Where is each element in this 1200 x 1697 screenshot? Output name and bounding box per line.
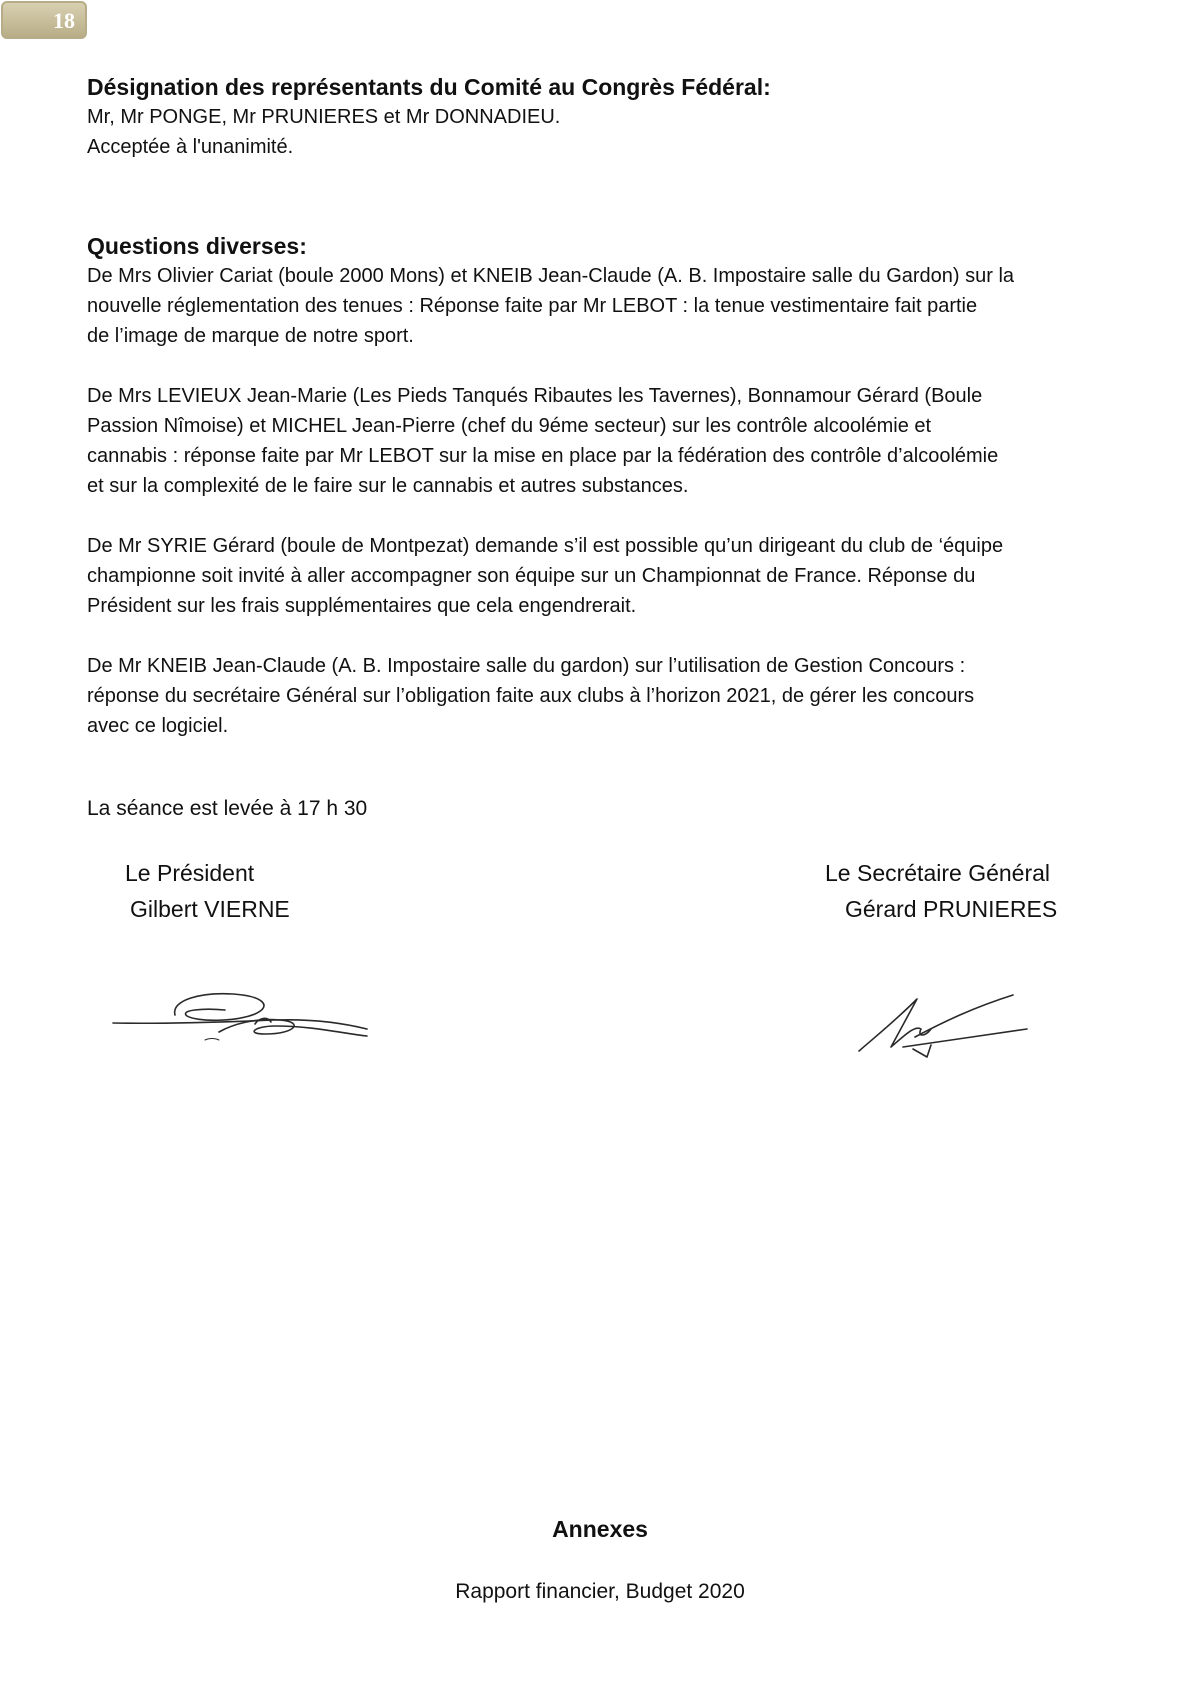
president-block bbox=[125, 855, 290, 927]
question-line: nouvelle réglementation des tenues : Réponse faite par Mr LEBOT : la tenue vestimentaire fait partie bbox=[87, 295, 978, 317]
question-line: Président sur les frais supplémentaires que cela engendrerait. bbox=[87, 595, 637, 617]
question-line: championne soit invité à aller accompagner son équipe sur un Championnat de France. Réponse du bbox=[87, 565, 976, 587]
question-line: De Mr KNEIB Jean-Claude (A. B. Impostaire salle du gardon) sur l’utilisation de Gestion Concours : bbox=[87, 655, 966, 677]
designation-section bbox=[87, 72, 1127, 162]
secretary-name: Gérard PRUNIERES bbox=[845, 896, 1058, 922]
question-line: cannabis : réponse faite par Mr LEBOT sur la mise en place par la fédération des contrôle d’alcoolémie bbox=[87, 445, 999, 467]
question-line: et sur la complexité de le faire sur le cannabis et autres substances. bbox=[87, 475, 689, 497]
question-line: de l’image de marque de notre sport. bbox=[87, 325, 414, 347]
questions-section bbox=[87, 231, 1127, 741]
designation-line: Acceptée à l'unanimité. bbox=[87, 136, 294, 158]
question-paragraph bbox=[87, 531, 1127, 621]
page-number-badge: 18 bbox=[1, 1, 87, 39]
question-paragraph bbox=[87, 651, 1127, 741]
question-line: De Mr SYRIE Gérard (boule de Montpezat) demande s’il est possible qu’un dirigeant du club de ‘équipe bbox=[87, 535, 1004, 557]
designation-line: Mr, Mr PONGE, Mr PRUNIERES et Mr DONNADIEU. bbox=[87, 106, 561, 128]
questions-heading: Questions diverses: bbox=[87, 233, 307, 259]
question-line: avec ce logiciel. bbox=[87, 715, 229, 737]
question-line: De Mrs Olivier Cariat (boule 2000 Mons) et KNEIB Jean-Claude (A. B. Impostaire salle du Gardon) sur la bbox=[87, 265, 1015, 287]
secretary-block bbox=[825, 855, 1057, 927]
designation-text bbox=[87, 102, 1127, 162]
secretary-signature bbox=[855, 985, 1035, 1065]
question-line: réponse du secrétaire Général sur l’obligation faite aux clubs à l’horizon 2021, de gérer les concours bbox=[87, 685, 975, 707]
annexes-list: Rapport financier, Budget 2020 bbox=[455, 1580, 745, 1603]
designation-heading: Désignation des représentants du Comité au Congrès Fédéral: bbox=[87, 74, 771, 100]
president-name: Gilbert VIERNE bbox=[130, 896, 290, 922]
question-paragraph bbox=[87, 261, 1127, 351]
annexes-heading: Annexes bbox=[552, 1516, 648, 1542]
secretary-title: Le Secrétaire Général bbox=[825, 860, 1051, 886]
question-line: Passion Nîmoise) et MICHEL Jean-Pierre (chef du 9éme secteur) sur les contrôle alcoolémie et bbox=[87, 415, 932, 437]
session-closing: La séance est levée à 17 h 30 bbox=[87, 797, 368, 820]
president-signature bbox=[105, 980, 375, 1055]
question-line: De Mrs LEVIEUX Jean-Marie (Les Pieds Tanqués Ribautes les Tavernes), Bonnamour Gérard (Boule bbox=[87, 385, 983, 407]
question-paragraph bbox=[87, 381, 1127, 501]
president-title: Le Président bbox=[125, 860, 255, 886]
